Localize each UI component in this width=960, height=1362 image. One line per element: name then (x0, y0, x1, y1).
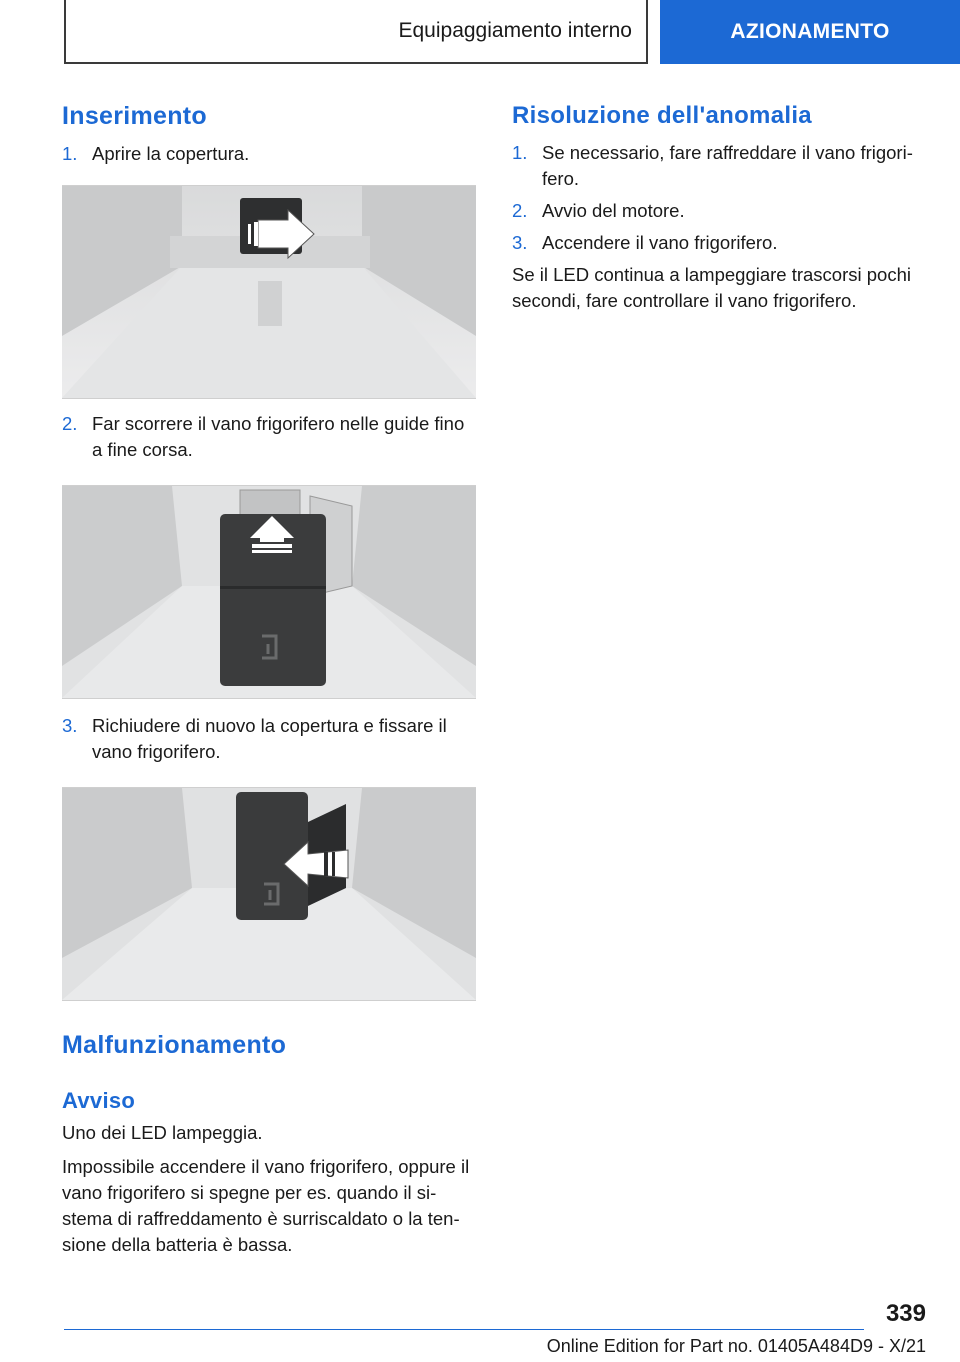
header-section-title (64, 0, 648, 64)
heading-troubleshooting: Risoluzione dell'anomalia (512, 102, 812, 129)
header-chapter-tab[interactable] (660, 0, 960, 64)
step-text: Richiudere di nuovo la copertura e fissare il vano frigorifero. (92, 715, 447, 762)
photo-slide-in-refrigerator (62, 485, 476, 699)
step-3 (62, 713, 476, 765)
left-column (62, 102, 476, 1258)
step-text: Accendere il vano frigorifero. (542, 232, 778, 253)
heading-malfunction: Malfunzionamento (62, 1031, 287, 1059)
fix-step-1 (512, 140, 926, 192)
subheading-notice: Avviso (62, 1088, 136, 1113)
step-1 (62, 141, 476, 167)
photo-close-cover (62, 787, 476, 1001)
step-text: Aprire la copertura. (92, 143, 250, 164)
step-number: 3. (512, 232, 528, 253)
right-column (512, 102, 926, 314)
step-number: 3. (62, 715, 78, 736)
footer-edition: Online Edition for Part no. 01405A484D9 - X/21 (546, 1336, 926, 1356)
step-text: Far scorrere il vano frigorifero nelle guide fino a fine corsa. (92, 413, 465, 460)
page-number: 339 (885, 1300, 926, 1327)
step-number: 2. (62, 413, 78, 434)
fix-step-3 (512, 230, 926, 256)
step-text: Se necessario, fare raffreddare il vano frigorifero. (542, 142, 913, 189)
section-title: Equipaggiamento interno (398, 19, 632, 42)
photo-open-cover (62, 185, 476, 399)
step-number: 1. (512, 142, 528, 163)
fix-step-2 (512, 198, 926, 224)
step-number: 2. (512, 200, 528, 221)
notice-paragraph-2: Impossibile accendere il vano frigorifero, oppure il vano frigorifero si spegne per es. quando il sistema di raffreddamento è surriscaldato o la tensione della batteria è bassa. (62, 1156, 470, 1255)
footer-divider (64, 1329, 864, 1330)
chapter-title: AZIONAMENTO (730, 20, 890, 43)
troubleshooting-note: Se il LED continua a lampeggiare trascorsi pochi secondi, fare controllare il vano frigorifero. (512, 264, 911, 311)
notice-paragraph-1: Uno dei LED lampeggia. (62, 1122, 263, 1143)
heading-insert: Inserimento (62, 102, 207, 130)
step-number: 1. (62, 143, 78, 164)
step-text: Avvio del motore. (542, 200, 685, 221)
step-2 (62, 411, 476, 463)
